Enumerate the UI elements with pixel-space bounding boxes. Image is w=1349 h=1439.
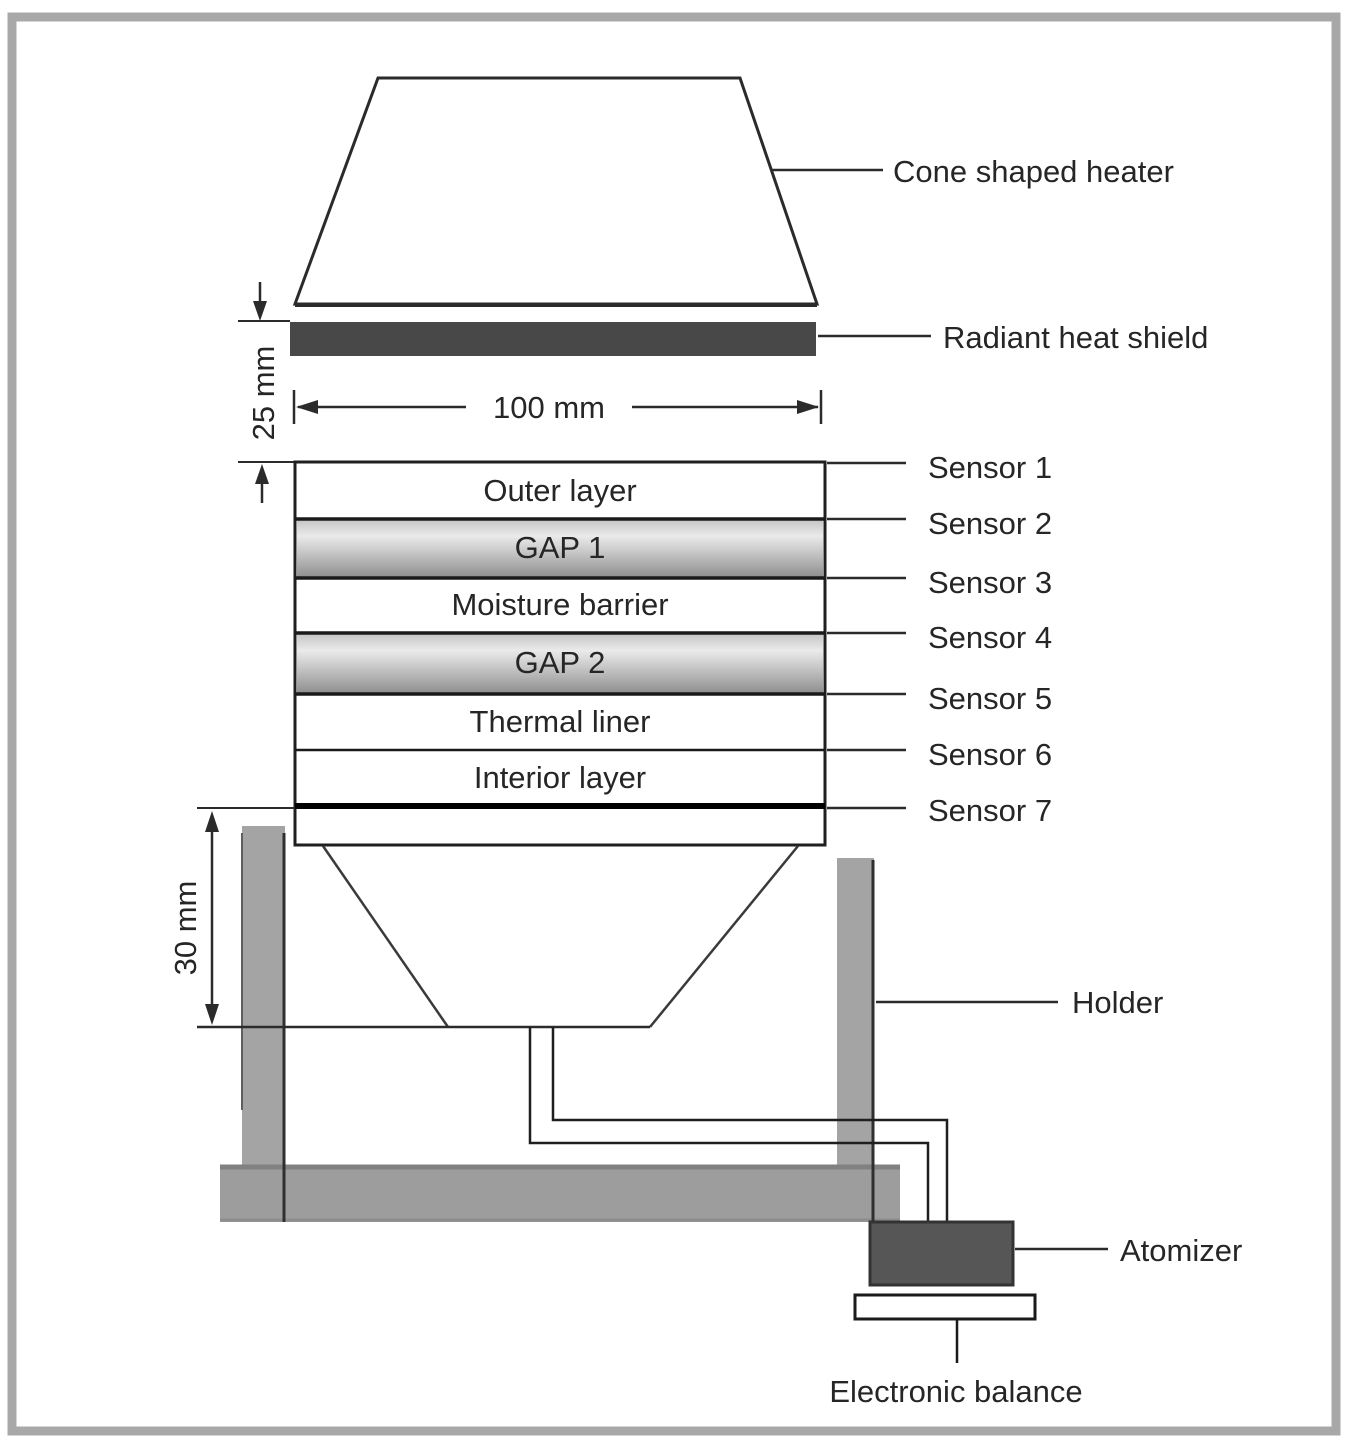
cone-heater-shape: [295, 78, 817, 304]
sensor-label-1: Sensor 1: [928, 450, 1053, 485]
dim30-top-arrowhead: [205, 811, 219, 832]
dim100-left-arrowhead: [296, 400, 318, 414]
electronic-balance-label: Electronic balance: [829, 1374, 1083, 1409]
sensor-label-4: Sensor 4: [928, 620, 1053, 655]
sensor-label-3: Sensor 3: [928, 565, 1053, 600]
funnel-left-slant: [323, 846, 448, 1027]
holder-base-bar: [220, 1165, 900, 1222]
holder-left-column: [242, 826, 285, 1220]
layer-label-interior: Interior layer: [473, 760, 647, 795]
holder-label: Holder: [1072, 985, 1164, 1020]
layer-label-gap1: GAP 1: [514, 530, 606, 565]
radiant-heat-shield-shape: [290, 322, 816, 356]
layer-label-thermal-liner: Thermal liner: [469, 704, 651, 739]
sensor-label-6: Sensor 6: [928, 737, 1053, 772]
funnel-right-slant: [650, 846, 798, 1027]
electronic-balance-platform: [855, 1295, 1035, 1319]
atomizer-shape: [870, 1222, 1013, 1285]
heat-shield-label: Radiant heat shield: [943, 320, 1209, 355]
atomizer-label: Atomizer: [1120, 1233, 1243, 1268]
sensor-label-2: Sensor 2: [928, 506, 1053, 541]
sensor-label-5: Sensor 5: [928, 681, 1053, 716]
layer-label-moisture-barrier: Moisture barrier: [451, 587, 669, 622]
dim-100mm-label: 100 mm: [493, 390, 605, 425]
dim100-right-arrowhead: [797, 400, 819, 414]
sensor-label-7: Sensor 7: [928, 793, 1053, 828]
layer-label-outer: Outer layer: [483, 473, 637, 508]
layer-label-gap2: GAP 2: [514, 645, 606, 680]
dim-25mm-label: 25 mm: [246, 345, 281, 441]
dim-30mm-label: 30 mm: [168, 880, 203, 976]
cone-heater-label: Cone shaped heater: [893, 154, 1174, 189]
dim30-bottom-arrowhead: [205, 1004, 219, 1025]
